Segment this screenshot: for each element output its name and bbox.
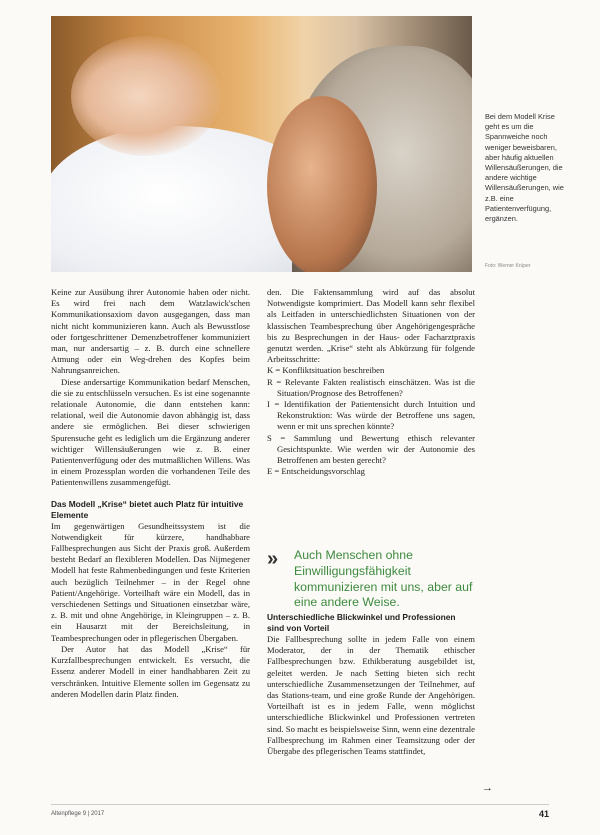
photo-caption: Bei dem Modell Krise geht es um die Spannweiche noch weniger beweisbaren, aber häufig aktuellen Willensäußerungen, die andere wichtige Willensäußerungen, wie z.B. eine Patientenverfügung, ergänzen. xyxy=(485,112,564,224)
right-column xyxy=(267,287,475,477)
photo-credit: Foto: Werner Krüper xyxy=(485,263,531,269)
list-item: I = Identifikation der Patientensicht durch Intuition und Rekonstruktion: Was würde der Betroffene uns sagen, wenn er mit uns sprechen könnte? xyxy=(267,399,475,432)
list-item: K = Konfliktsituation beschreiben xyxy=(267,365,385,376)
paragraph: den. Die Faktensammlung wird auf das absolut Notwendigste komprimiert. Das Modell kann sehr flexibel als Leitfaden in unterschiedlichsten Situationen von der klassischen Teambesprechung über Angehörigengespräche bis zu Besprechungen in der Haus- oder Facharztpraxis genutzt werden. „Krise“ steht als Abkürzung für folgende Arbeitsschritte: xyxy=(267,287,475,365)
right-column-lower xyxy=(267,612,475,757)
publication-name: Altenpflege 9 | 2017 xyxy=(51,811,105,817)
list-item: S = Sammlung und Bewertung ethisch relevanter Gesichtspunkte. Wie werden wir der Autonomie des Betroffenen am besten gerecht? xyxy=(267,432,475,466)
quote-mark-icon: » xyxy=(267,548,279,570)
krise-steps-list xyxy=(267,365,475,477)
paragraph: Der Autor hat das Modell „Krise“ für Kurzfallbesprechungen entwickelt. Es versucht, die Essenz anderer Modell in einer handhabbaren Zeit zu verschränken. Intuitive Elemente sollen im Gegensatz zu anderen Modellen darin Platz finden. xyxy=(51,643,250,699)
list-item: E = Entscheidungsvorschlag xyxy=(267,466,365,477)
paragraph: Diese andersartige Kommunikation bedarf Menschen, die sie zu entschlüsseln versuchen. Es ist eine sogenannte relationale Autonomie, die dann entstehen kann: relational, weil die Autonomie davon abhängig ist, dass andere sie ermöglichen. Bei dieser schwierigen Spurensuche geht es lediglich um die Ergänzung anderer wichtiger Willensäußerungen wie z. B. einer Patientenverfügung oder des mutmaßlichen Willens. Was in einem Prozessplan worden die vorhandenen Teile des Patientenwillens zusammengefügt. xyxy=(51,376,250,488)
page-number: 41 xyxy=(538,809,549,819)
article-photo xyxy=(51,16,472,272)
section-heading: Das Modell „Krise“ bietet auch Platz für intuitive Elemente xyxy=(51,498,244,520)
section-heading: Unterschiedliche Blickwinkel und Professionen sind von Vorteil xyxy=(267,612,456,633)
paragraph: Die Fallbesprechung sollte in jedem Falle von einem Moderator, der in der Thematik ethischer Fallbesprechungen bzw. Ethikberatung ausgebildet ist, geleitet werden. Je nach Setting bieten sich recht unterschiedliche Zusammensetzungen der Teilnehmer, auf das Stations-team, und eine große Runde der Angehörigen. Vorteilhaft ist es in jedem Falle, wenn möglichst unterschiedliche Blickwinkel und Professionen vertreten sind. So macht es beispielsweise Sinn, wenn eine dezentrale Fallbesprechung im Rahmen einer Teamsitzung oder der Übergabe des pflegerischen Teams stattfindet, xyxy=(267,634,475,757)
left-column xyxy=(51,287,250,700)
continue-arrow-icon: → xyxy=(482,782,493,794)
pull-quote-text: Auch Menschen ohne Einwilligungsfähigkeit kommunizieren mit uns, aber auf eine andere Weise. xyxy=(294,548,473,610)
list-item: R = Relevante Fakten realistisch einschätzen. Was ist die Situation/Prognose des Betroffenen? xyxy=(267,376,475,398)
page-footer xyxy=(51,804,549,819)
paragraph: Im gegenwärtigen Gesundheitssystem ist die Notwendigkeit für kürzere, handhabbare Fallbesprechungen aus Sicht der Praxis groß. Außerdem besteht Bedarf an flexibleren Modellen. Das Nijmegener Modell hat feste Rahmenbedingungen und feste Kriterien auch bezüglich Teilnehmer – in der Regel ohne Patient/Angehörige. Vorteilhaft wäre ein Modell, das in verschiedenen Settings und Situationen einsetzbar wäre, z. B. mit und ohne Angehörige, in Kleingruppen – z. B. ein Hausarzt mit der Bereichsleitung, in Teambesprechungen oder in pflegerischen Übergaben. xyxy=(51,520,250,643)
paragraph: Keine zur Ausübung ihrer Autonomie haben oder nicht. Es wird frei nach dem Watzlawick'schen Kommunikationsaxiom davon ausgegangen, dass man nicht nicht kommunizieren kann. Auch als Bewusstlose oder fortgeschrittener Demenzbetroffener kommuniziert man, nur andersartig – z. B. durch eine schnellere Atmung oder ein Weg-drehen des Kopfes beim Nahrungsanreichen. xyxy=(51,287,250,376)
